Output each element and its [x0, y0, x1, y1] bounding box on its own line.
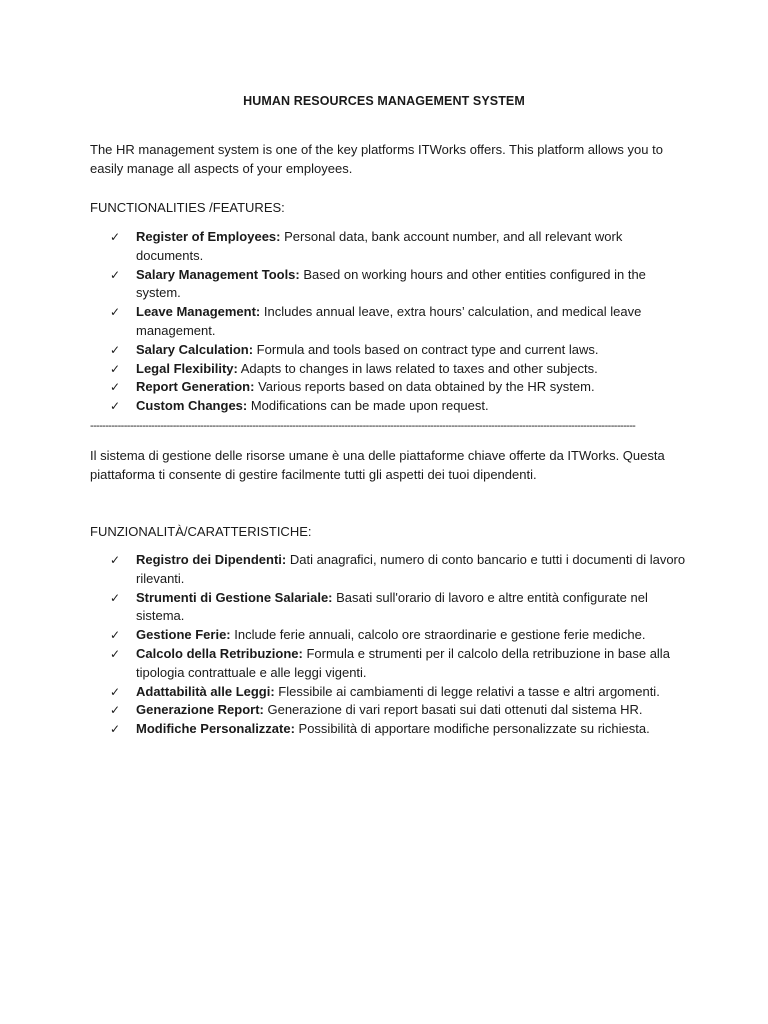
english-features-list	[90, 228, 690, 416]
list-item	[90, 360, 690, 379]
feature-text: Dati anagrafici, numero di conto bancario e tutti i documenti di lavoro rilevanti.	[136, 552, 686, 586]
feature-text: Basati sull'orario di lavoro e altre entità configurate nel sistema.	[136, 589, 648, 624]
list-item	[90, 645, 690, 683]
section-divider: ----------------------------------------------------------------------------------------------------------------------------------------------------------------------------------	[90, 420, 636, 432]
check-icon: ✓	[110, 361, 121, 376]
list-item	[90, 397, 690, 416]
list-item	[90, 683, 690, 702]
check-icon: ✓	[110, 399, 121, 414]
english-intro: The HR management system is one of the key platforms ITWorks offers. This platform allows you to easily manage all aspects of your employees.	[90, 142, 663, 176]
check-icon: ✓	[110, 305, 121, 320]
feature-label: Strumenti di Gestione Salariale:	[136, 589, 333, 605]
feature-label: Gestione Ferie:	[136, 627, 231, 643]
document-title: HUMAN RESOURCES MANAGEMENT SYSTEM	[243, 94, 525, 108]
english-features-heading: FUNCTIONALITIES /FEATURES:	[90, 200, 285, 215]
italian-intro: Il sistema di gestione delle risorse umane è una delle piattaforme chiave offerte da ITWorks. Questa piattaforma ti consente di gestire facilmente tutti gli aspetti dei tuoi dipendenti.	[90, 448, 665, 482]
feature-label: Salary Calculation:	[136, 341, 254, 357]
feature-text: Possibilità di apportare modifiche personalizzate su richiesta.	[294, 721, 650, 737]
feature-label: Registro dei Dipendenti:	[136, 552, 287, 567]
feature-label: Salary Management Tools:	[136, 266, 300, 282]
check-icon: ✓	[110, 267, 121, 282]
feature-text: Personal data, bank account number, and all relevant work documents.	[136, 229, 623, 263]
check-icon: ✓	[110, 703, 121, 718]
feature-text: Formula e strumenti per il calcolo della retribuzione in base alla tipologia contrattuale e alle leggi vigenti.	[136, 645, 670, 680]
feature-label: Generazione Report:	[136, 702, 264, 718]
list-item	[90, 720, 690, 739]
feature-text: Modifications can be made upon request.	[247, 398, 489, 414]
list-item	[90, 228, 690, 266]
feature-text: Based on working hours and other entities configured in the system.	[136, 266, 646, 301]
feature-text: Formula and tools based on contract type and current laws.	[253, 341, 599, 357]
check-icon: ✓	[110, 590, 121, 605]
feature-text: Include ferie annuali, calcolo ore straordinarie e gestione ferie mediche.	[230, 627, 646, 643]
list-item	[90, 551, 690, 589]
check-icon: ✓	[110, 628, 121, 643]
list-item	[90, 378, 690, 397]
check-icon: ✓	[110, 230, 121, 244]
list-item	[90, 341, 690, 360]
feature-text: Generazione di vari report basati sui dati ottenuti dal sistema HR.	[263, 702, 643, 718]
feature-text: Adapts to changes in laws related to taxes and other subjects.	[237, 360, 598, 376]
list-item	[90, 303, 690, 341]
check-icon: ✓	[110, 380, 121, 395]
check-icon: ✓	[110, 553, 121, 567]
list-item	[90, 266, 690, 304]
feature-text: Flessibile ai cambiamenti di legge relativi a tasse e altri argomenti.	[274, 683, 660, 699]
feature-label: Report Generation:	[136, 379, 255, 395]
list-item	[90, 701, 690, 720]
feature-text: Various reports based on data obtained by the HR system.	[254, 379, 595, 395]
feature-label: Leave Management:	[136, 304, 261, 320]
check-icon: ✓	[110, 684, 121, 699]
check-icon: ✓	[110, 646, 121, 661]
feature-label: Legal Flexibility:	[136, 360, 238, 376]
list-item	[90, 626, 690, 645]
list-item	[90, 589, 690, 627]
feature-label: Adattabilità alle Leggi:	[136, 683, 275, 699]
feature-label: Calcolo della Retribuzione:	[136, 645, 303, 661]
feature-label: Modifiche Personalizzate:	[136, 721, 295, 737]
feature-label: Custom Changes:	[136, 398, 248, 414]
check-icon: ✓	[110, 722, 121, 737]
italian-features-list	[90, 551, 690, 739]
feature-text: Includes annual leave, extra hours’ calculation, and medical leave management.	[136, 304, 642, 338]
italian-features-heading: FUNZIONALITÀ/CARATTERISTICHE:	[90, 524, 312, 539]
check-icon: ✓	[110, 342, 121, 357]
feature-label: Register of Employees:	[136, 229, 281, 244]
